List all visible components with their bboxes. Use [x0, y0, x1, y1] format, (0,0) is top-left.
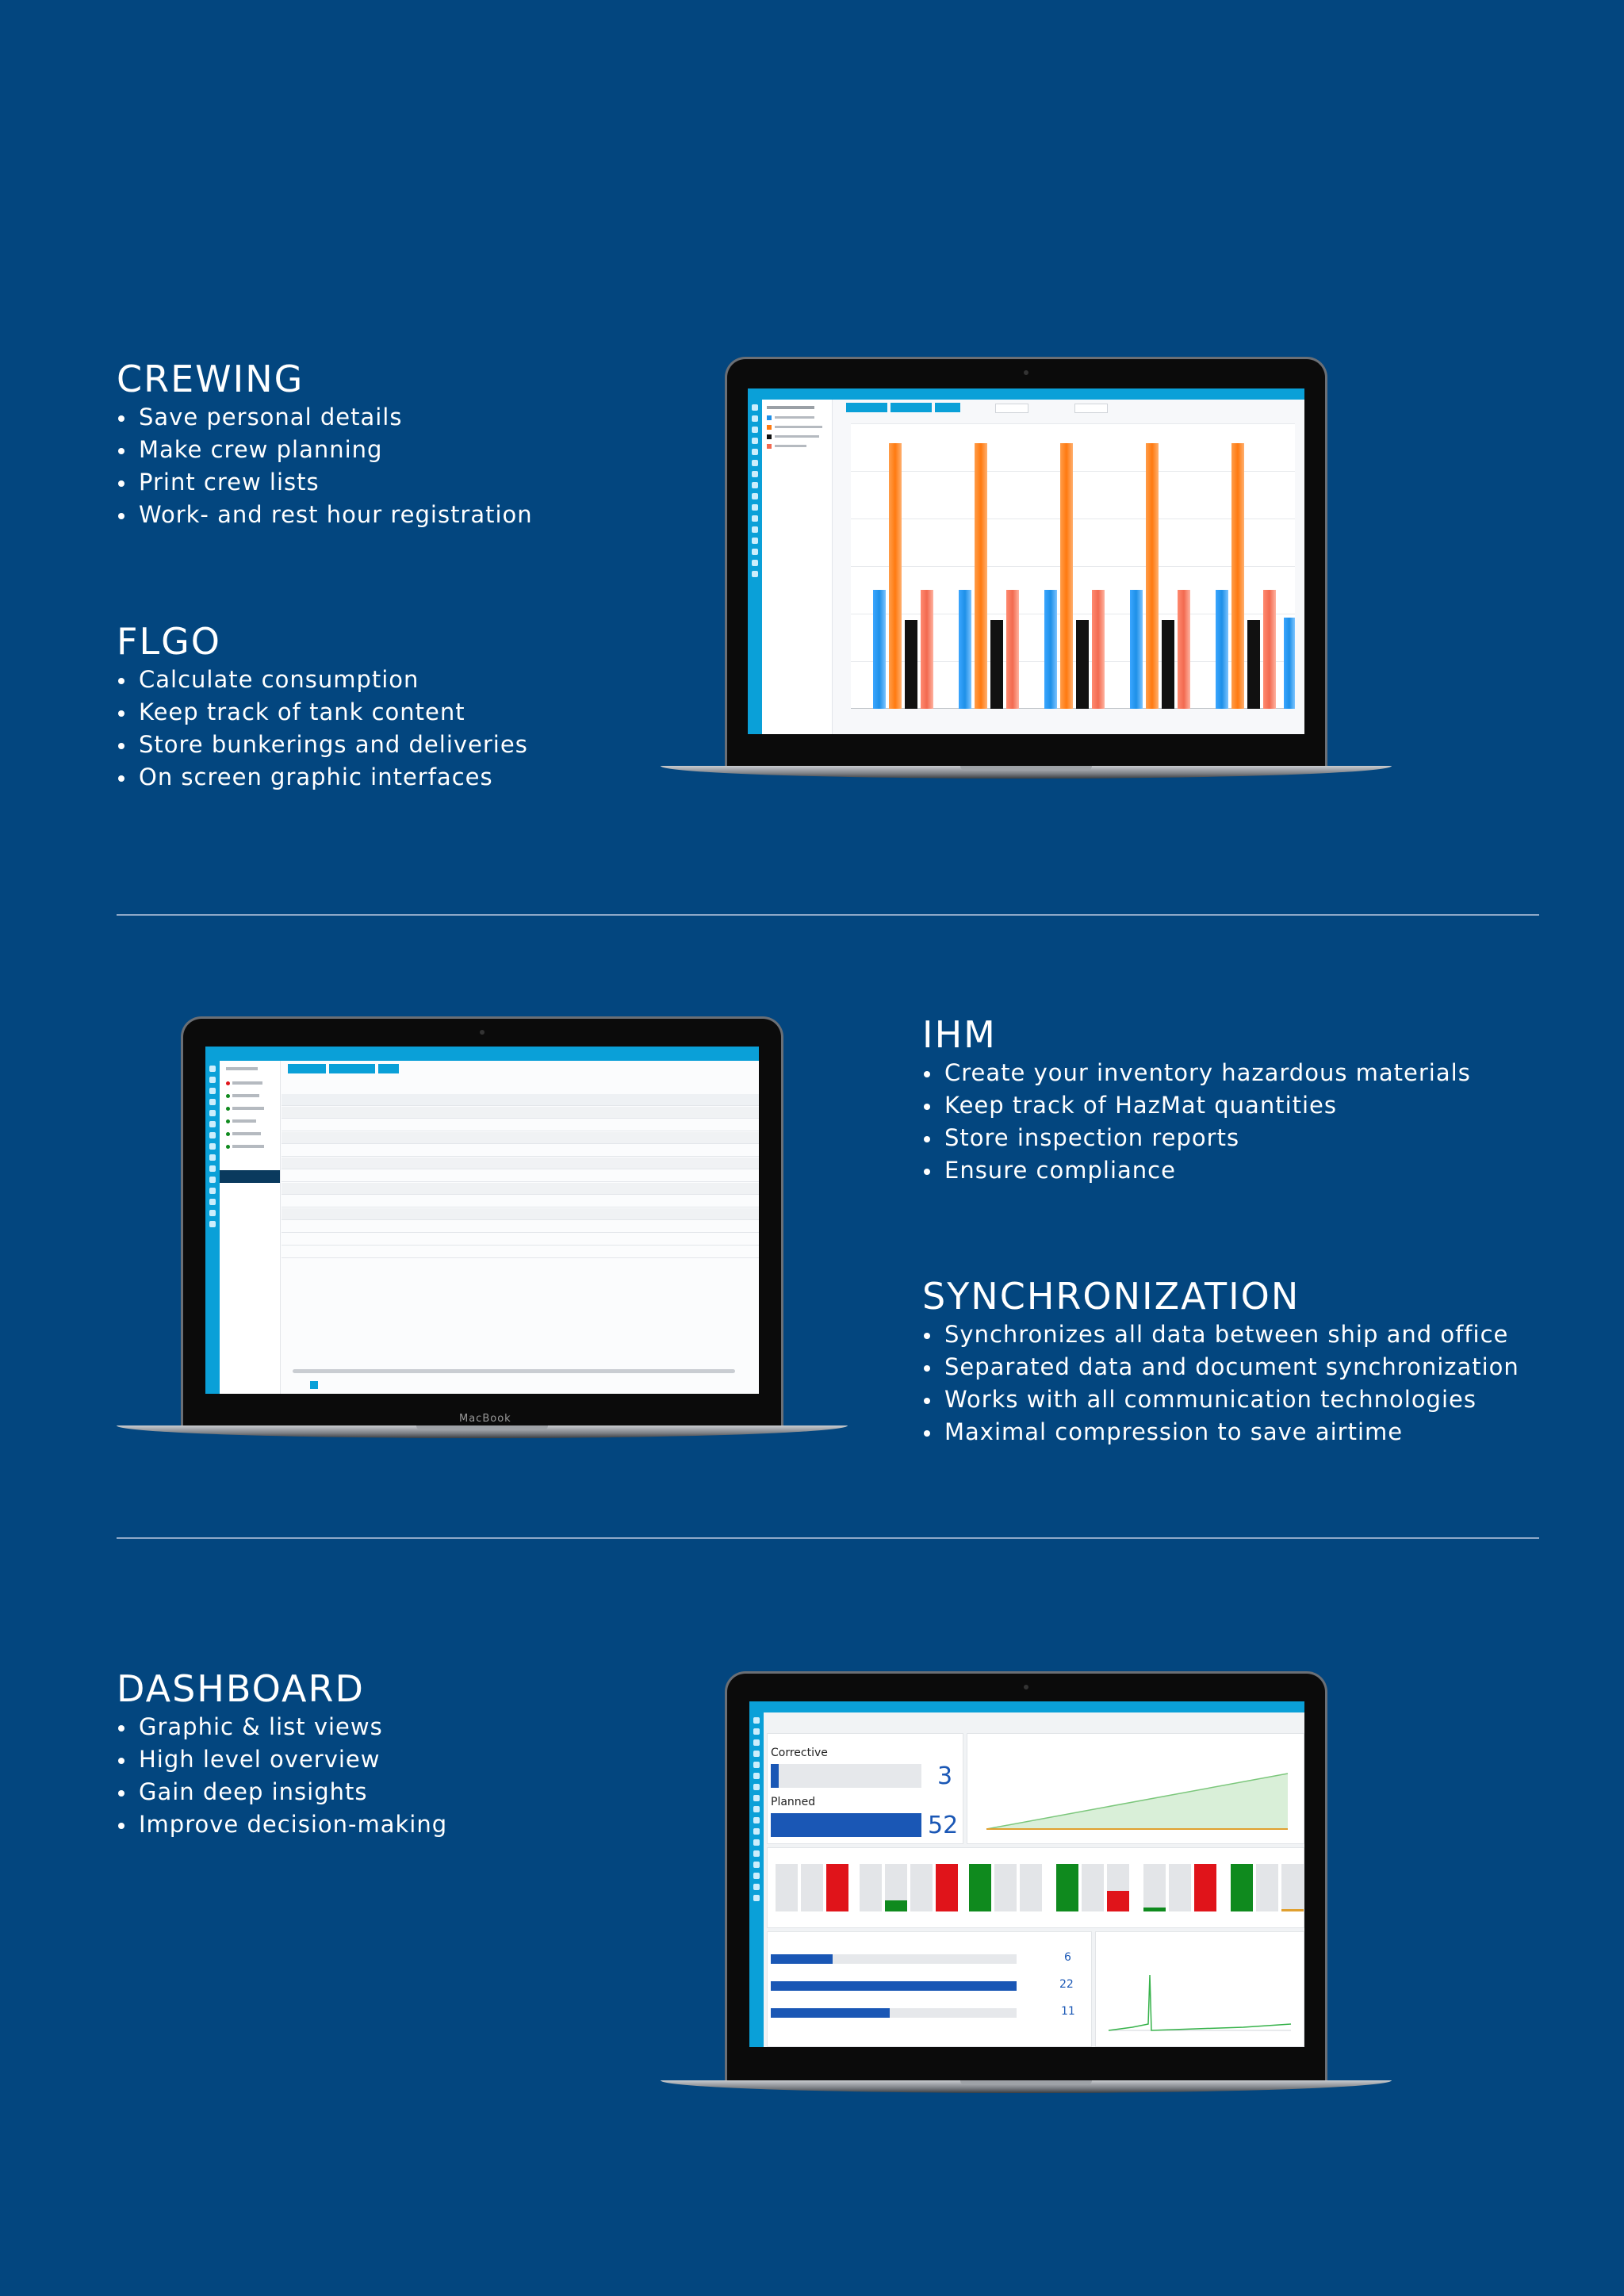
laptop-notch — [960, 766, 1092, 771]
chart-bar — [1060, 443, 1073, 709]
tab-button[interactable] — [329, 1064, 375, 1073]
dashboard-item: High level overview — [117, 1743, 447, 1776]
sync-item: Synchronizes all data between ship and office — [922, 1318, 1519, 1351]
purchase-row — [771, 2005, 1088, 2024]
app-topbar — [749, 1701, 1304, 1712]
chart-bar — [1162, 620, 1174, 709]
ihm-screen — [205, 1047, 759, 1394]
crewing-item: Save personal details — [117, 401, 533, 434]
chart-bar — [1044, 590, 1057, 709]
purchase-row — [771, 1978, 1088, 1997]
status-tiles-panel — [767, 1847, 1304, 1928]
flgo-item: Store bunkerings and deliveries — [117, 729, 528, 761]
dashboard-screen — [749, 1701, 1304, 2047]
chart-bar — [959, 590, 971, 709]
purchase-fill — [771, 2008, 890, 2018]
tasks-per-day-panel — [967, 1733, 1304, 1844]
consumption-chart — [851, 423, 1295, 709]
crewing-item: Work- and rest hour registration — [117, 499, 533, 531]
flgo-screen — [748, 388, 1304, 734]
ihm-item: Ensure compliance — [922, 1154, 1471, 1187]
section-divider — [117, 1537, 1539, 1539]
laptop-chin — [727, 2047, 1325, 2084]
sync-item: Separated data and document synchronization — [922, 1351, 1519, 1383]
sync-consumption-chart — [1101, 1951, 1299, 2038]
chart-bar — [1076, 620, 1089, 709]
toolbar-button[interactable] — [846, 403, 887, 412]
period-field[interactable] — [1074, 404, 1108, 413]
laptop-notch — [960, 2080, 1092, 2085]
chart-bar — [1006, 590, 1019, 709]
chart-bar — [1231, 443, 1244, 709]
sync-item: Maximal compression to save airtime — [922, 1416, 1519, 1448]
dashboard-item: Improve decision-making — [117, 1808, 447, 1841]
corrective-value: 3 — [937, 1762, 953, 1790]
purchase-fill — [771, 1981, 1017, 1991]
ihm-list — [922, 1057, 1471, 1187]
laptop-dashboard — [661, 1671, 1392, 2099]
sync-section — [922, 1274, 1519, 1448]
app-topbar — [748, 388, 1304, 400]
crewing-item: Make crew planning — [117, 434, 533, 466]
ihm-item: Create your inventory hazardous materials — [922, 1057, 1471, 1089]
sync-title: SYNCHRONIZATION — [922, 1275, 1300, 1318]
purchase-fill — [771, 1954, 833, 1964]
sync-list — [922, 1318, 1519, 1448]
crewing-item: Print crew lists — [117, 466, 533, 499]
chart-bar — [1178, 590, 1190, 709]
flgo-list — [117, 664, 528, 794]
app-sidebar-rail — [205, 1061, 220, 1394]
chart-bar — [1130, 590, 1143, 709]
sync-consumption-panel — [1095, 1931, 1304, 2047]
laptop-flgo — [661, 357, 1392, 785]
chart-bar — [1284, 618, 1295, 709]
ihm-title: IHM — [922, 1013, 997, 1056]
chart-bar — [889, 443, 902, 709]
flgo-section — [117, 619, 528, 794]
ihm-table — [282, 1094, 759, 1276]
page-button-active[interactable] — [310, 1381, 318, 1389]
ihm-nav-panel — [220, 1061, 281, 1394]
filter-panel — [762, 400, 833, 734]
purchase-value: 11 — [1061, 2005, 1075, 2018]
app-sidebar-rail — [749, 1712, 764, 2047]
chart-bar — [873, 590, 886, 709]
tasks-per-day-chart — [971, 1742, 1304, 1837]
app-topbar — [205, 1047, 759, 1061]
laptop-brand-label: MacBook — [459, 1413, 511, 1425]
ihm-section — [922, 1012, 1471, 1187]
tab-button[interactable] — [288, 1064, 326, 1073]
laptop-chin — [727, 734, 1325, 769]
horizontal-scrollbar[interactable] — [293, 1369, 735, 1373]
chart-bar — [1092, 590, 1105, 709]
planned-value: 52 — [928, 1812, 959, 1839]
chart-bar — [1247, 620, 1260, 709]
planned-fill — [771, 1813, 921, 1837]
toolbar-button[interactable] — [935, 403, 960, 412]
camera-dot — [1024, 1685, 1028, 1689]
flgo-title: FLGO — [117, 620, 221, 663]
chart-bar — [905, 620, 917, 709]
chart-bar — [1263, 590, 1276, 709]
tab-button[interactable] — [378, 1064, 399, 1073]
purchase-value: 6 — [1064, 1951, 1071, 1964]
corrective-planned-panel — [767, 1733, 963, 1844]
crewing-section — [117, 357, 533, 531]
chart-bar — [1216, 590, 1228, 709]
flgo-item: Calculate consumption — [117, 664, 528, 696]
dashboard-section — [117, 1667, 447, 1841]
camera-dot — [1024, 370, 1028, 375]
chart-bar — [990, 620, 1003, 709]
period-field[interactable] — [995, 404, 1028, 413]
ihm-item: Keep track of HazMat quantities — [922, 1089, 1471, 1122]
dashboard-title: DASHBOARD — [117, 1667, 365, 1710]
flgo-item: Keep track of tank content — [117, 696, 528, 729]
sync-item: Works with all communication technologies — [922, 1383, 1519, 1416]
dashboard-item: Graphic & list views — [117, 1711, 447, 1743]
laptop-ihm — [117, 1016, 848, 1445]
dashboard-list — [117, 1711, 447, 1841]
pager — [293, 1381, 340, 1389]
flgo-item: On screen graphic interfaces — [117, 761, 528, 794]
section-divider — [117, 914, 1539, 916]
dashboard-item: Gain deep insights — [117, 1776, 447, 1808]
purchase-row — [771, 1951, 1088, 1970]
corrective-track — [771, 1764, 921, 1788]
toolbar-button[interactable] — [891, 403, 932, 412]
purchase-orders-panel — [767, 1931, 1092, 2047]
crewing-title: CREWING — [117, 358, 304, 400]
chart-bar — [1146, 443, 1159, 709]
laptop-notch — [416, 1425, 548, 1430]
crewing-list — [117, 401, 533, 531]
ihm-tabs — [285, 1064, 759, 1075]
app-sidebar-rail — [748, 400, 762, 734]
toolbar — [837, 403, 1297, 412]
nav-item-selected[interactable] — [220, 1170, 280, 1183]
purchase-value: 22 — [1059, 1978, 1074, 1991]
camera-dot — [480, 1030, 485, 1035]
ihm-item: Store inspection reports — [922, 1122, 1471, 1154]
planned-label: Planned — [771, 1796, 816, 1808]
chart-bar — [975, 443, 987, 709]
corrective-label: Corrective — [771, 1747, 828, 1759]
chart-bar — [921, 590, 933, 709]
corrective-fill — [771, 1764, 779, 1788]
